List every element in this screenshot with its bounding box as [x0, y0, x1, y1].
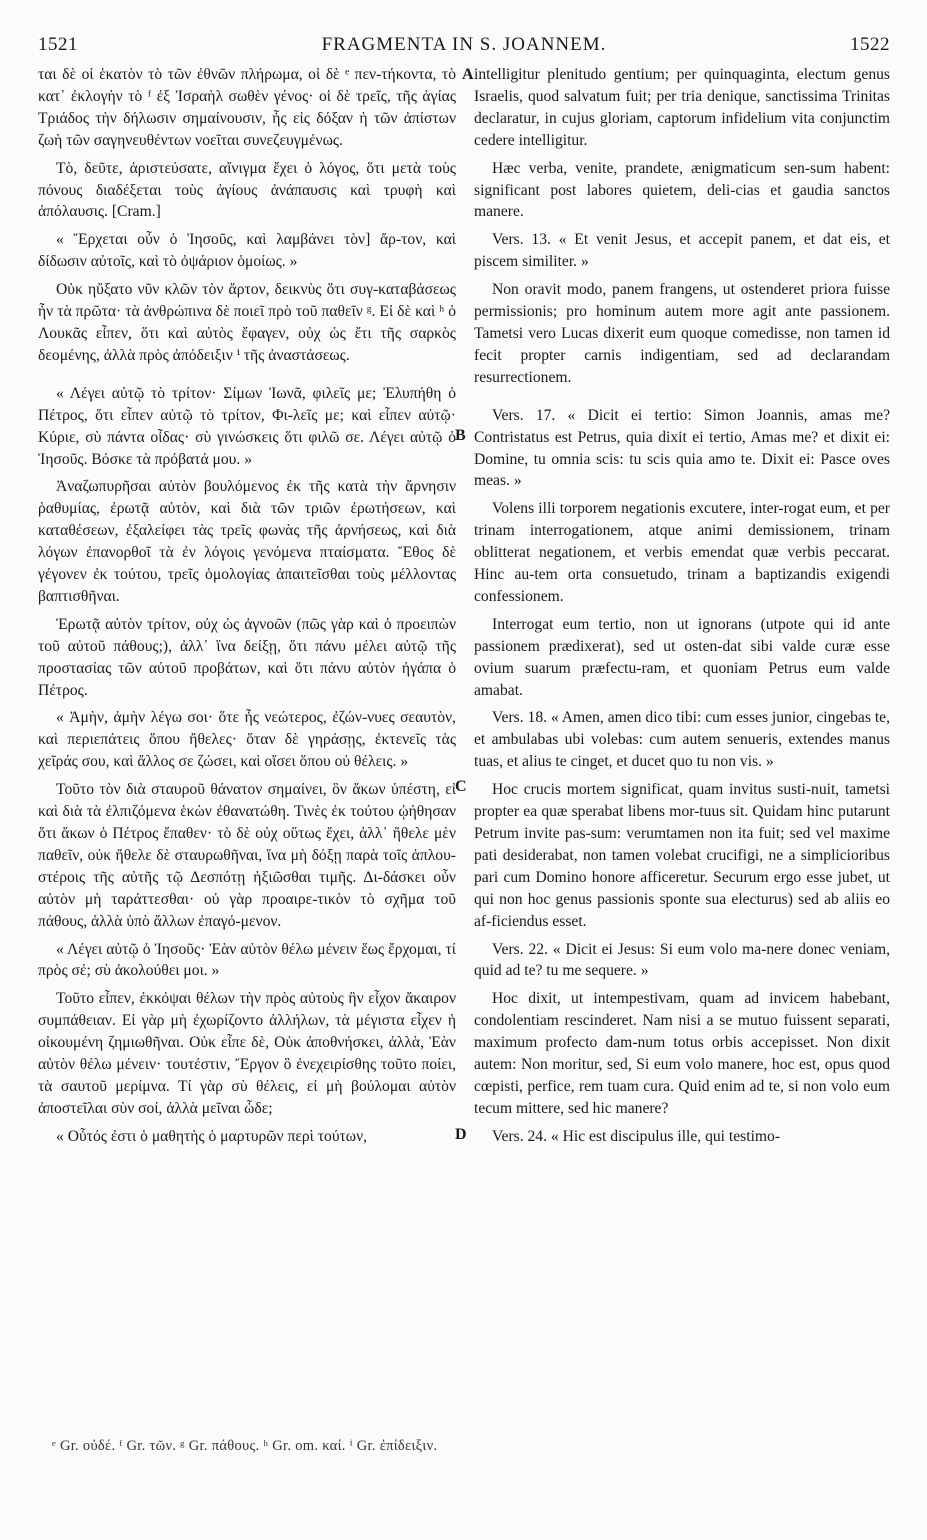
footnotes: ᵉ Gr. οὐδέ. ᶠ Gr. τῶν. ᵍ Gr. πάθους. ʰ Gr. om. καί. ⁱ Gr. ἐπίδειξιν. — [52, 1438, 438, 1454]
verse-quote: « Ἔρχεται οὖν ὁ Ἰησοῦς, καὶ λαμβάνει τὸν] ἄρ-τον, καὶ δίδωσιν αὐτοῖς, καὶ τὸ ὀψάριον ὁμοίως. » — [38, 231, 456, 271]
paragraph: Hoc crucis mortem significat, quam invitus susti-nuit, tametsi propter ea quæ sperabat libens mor-tuus sit. Quidam hinc putarunt Petrum invite pas-sum: verumtamen non ita fuit; sed vel maxime pati desiderabat, non tamen volebat crucifigi, ne a simplicioribus pari cum Domino honore afficeretur. Securum ergo esse jubet, ut qui non hoc genus passionis sponte sua electurus) sed ab aliis eo af-ficiendus esset. — [474, 781, 890, 930]
paragraph: Volens illi torporem negationis excutere, inter-rogat eum, et per trinam interrogationem, atque animi demissionem, trinam oblitterat negationem, et verbis emendat quæ verbis peccarat. Hinc au-tem orta consuetudo, trinam a baptizandis exigendi confessionem. — [474, 500, 890, 605]
verse-quote: « Οὗτός ἐστι ὁ μαθητὴς ὁ μαρτυρῶν περὶ τούτων, — [56, 1127, 368, 1145]
paragraph: Non oravit modo, panem frangens, ut ostenderet priora fuisse permissionis; pro hominum autem more agit ante passionem. Tametsi vero Lucas dixerit eum quoque comedisse, non tamen id fecit propter carnis indigentiam, sed ad declarandam resurrectionem. — [474, 281, 890, 386]
margin-letter-a: A — [462, 66, 474, 83]
paragraph: intelligitur plenitudo gentium; per quinquaginta, electum genus Israelis, quod salvatum fuit; per tria denique, sanctissima Trinitas declaratur, in cujus gloriam, captorum infidelium vita conjunctim cedere intelligitur. — [474, 66, 890, 149]
latin-column — [474, 64, 890, 1154]
greek-column — [38, 64, 456, 1154]
paragraph: Τοῦτο τὸν διὰ σταυροῦ θάνατον σημαίνει, ὃν ἄκων ὑπέστη, εἰ καὶ διὰ τὰ ἐλπιζόμενα ἑκὼν ἐθανατώθη. Τινὲς ἐκ τούτου ᾠήθησαν ὅτι ἄκων ὁ Πέτρος ἔπαθεν· τὸ δὲ οὐχ οὕτως ἔχει, ἀλλ᾿ ἤθελε μὲν παθεῖν, οὐκ ἤθελε δὲ σταυρωθῆναι, ἵνα μὴ δόξῃ παρὰ τοῖς ἁπλου-στέροις τῆς αὐτῆς τῷ Δεσπότῃ ἠξιῶσθαι τιμῆς. Δι-δάσκει οὖν αὐτὸν μὴ ταράττεσθαι· οὐ γὰρ προαιρε-τικὸν τὸ σχῆμα τοῦ πάθους, ἀλλὰ ὑπὸ ἄλλων ἐπαγό-μενον. — [38, 781, 456, 930]
paragraph: Hæc verba, venite, prandete, ænigmaticum sen-sum habent: significant post labores quietem, deli-cias et gaudia sanctos manere. — [474, 159, 890, 221]
running-title: FRAGMENTA IN S. JOANNEM. — [321, 34, 607, 55]
paragraph: Ἐρωτᾷ αὐτὸν τρίτον, οὐχ ὡς ἀγνοῶν (πῶς γὰρ καὶ ὁ προειπὼν τοῦ αὐτοῦ πάθους;), ἀλλ᾿ ἵνα δείξῃ, ὅτι πάνυ μέλει αὐτῷ τῆς προστασίας τῶν αὐτοῦ προβάτων, καὶ ὅτι πάνυ αὐτὸν ἠγάπα ὁ Πέτρος. — [38, 615, 456, 699]
verse-quote: « Λέγει αὐτῷ τὸ τρίτον· Σίμων Ἰωνᾶ, φιλεῖς με; Ἐλυπήθη ὁ Πέτρος, ὅτι εἶπεν αὐτῷ τὸ τρίτον, Φι-λεῖς με; καὶ εἶπεν αὐτῷ· Κύριε, σὺ πάντα οἶδας· σὺ γινώσκεις ὅτι φιλῶ σε. Λέγει αὐτῷ ὁ Ἰησοῦς. Βόσκε τὰ πρόβατά μου. » — [38, 384, 456, 468]
verse-quote: Vers. 18. « Amen, amen dico tibi: cum esses junior, cingebas te, et ambulabas ubi volebas: cum autem senueris, extendes manus tuas, et alius te cinget, et ducet quo tu non vis. » — [474, 709, 890, 771]
margin-letter-b: B — [455, 427, 466, 444]
verse-quote: Vers. 24. « Hic est discipulus ille, qui testimo- — [492, 1127, 781, 1145]
page-header — [38, 34, 890, 58]
verse-quote: « Ἀμὴν, ἀμὴν λέγω σοι· ὅτε ἧς νεώτερος, ἐζών-νυες σεαυτὸν, καὶ περιεπάτεις ὅπου ἤθελες· ὅταν δὲ γηράσῃς, ἐκτενεῖς τὰς χεῖράς σου, καὶ ἄλλος σε ζώσει, καὶ οἴσει ὅπου οὐ θέλεις. » — [38, 709, 456, 771]
paragraph: ται δὲ οἱ ἑκατὸν τὸ τῶν ἐθνῶν πλήρωμα, οἱ δὲ ᵉ πεν-τήκοντα, τὸ κατ᾿ ἐκλογὴν τὸ ᶠ ἐξ Ἰσραὴλ σωθὲν γένος· οἱ δὲ τρεῖς, τῆς ἁγίας Τριάδος τὴν δήλωσιν σημαίνουσιν, ἧς εἰς δόξαν ἡ τῶν ἀπίστων ζωὴ τῶν σαγηνευθέντων νοεῖται συνεζευγμένως. — [38, 66, 456, 149]
verse-quote: Vers. 22. « Dicit ei Jesus: Si eum volo ma-nere donec veniam, quid ad te? tu me sequere. » — [474, 940, 890, 980]
paragraph: Ἀναζωπυρῆσαι αὐτὸν βουλόμενος ἐκ τῆς κατὰ τὴν ἄρνησιν ῥαθυμίας, ἐρωτᾷ αὐτὸν, καὶ διὰ τῶν τριῶν ἐρωτήσεων, καὶ καταθέσεων, ἐξαλείφει τὰς τρεῖς φωνὰς τῆς ἀρνήσεως, καὶ διὰ λόγων ἐπανορθοῖ τὰ ἐν λόγοις γενόμενα πταίσματα. Ἔθος δὲ γέγονεν ἐκ τούτου, τρεῖς ὁμολογίας ἀπαιτεῖσθαι τοὺς μέλλοντας βαπτισθῆναι. — [38, 478, 456, 605]
verse-quote: Vers. 17. « Dicit ei tertio: Simon Joannis, amas me? Contristatus est Petrus, quia dixit ei tertio, Amas me? et dixit ei: Domine, tu omnia scis: tu scis quia amo te. Dixit ei: Pasce oves meas. » — [474, 406, 890, 490]
paragraph: Interrogat eum tertio, non ut ignorans (utpote qui id ante passionem prædixerat), sed ut osten-dat sibi valde curæ esse ovium suarum præfectu-ram, et quoniam Petrus eum valde amabat. — [474, 615, 890, 699]
verse-quote: Vers. 13. « Et venit Jesus, et accepit panem, et dat eis, et piscem similiter. » — [474, 231, 890, 271]
page-number-right: 1522 — [850, 34, 890, 55]
paragraph: Hoc dixit, ut intempestivam, quam ad invicem habebant, condolentiam rescinderet. Nam nisi a se mutuo fuissent separati, maximum profecto dam-num totus orbis accepisset. Non dixit autem: Non moritur, sed, Si eum volo manere, hoc est, opus quod cœpisti, perfice, rem tuam cura. Quid enim ad te, si non volo eum tecum mittere, sed hic manere? — [474, 990, 890, 1117]
paragraph: Τοῦτο εἶπεν, ἐκκόψαι θέλων τὴν πρὸς αὐτοὺς ἣν εἶχον ἄκαιρον συμπάθειαν. Εἰ γὰρ μὴ ἐχωρίζοντο ἀλλήλων, τὰ μέγιστα εἶχεν ἡ οἰκουμένη ζημιωθῆναι. Οὐκ εἶπε δὲ, Οὐκ ἀποθνήσκει, ἀλλὰ, Ἐὰν αὐτὸν θέλω μένειν· τουτέστιν, Ἔργον ὃ ἐνεχειρίσθης τοῦτο ποίει, τὰ σαυτοῦ μερίμνα. Τί γὰρ σὺ θέλεις, εἰ μὴ βούλομαι αὐτὸν ἀποστεῖλαι σὺν σοί, ἀλλὰ μεῖναι ὧδε; — [38, 990, 456, 1117]
page-number-left: 1521 — [38, 34, 78, 55]
verse-quote: « Λέγει αὐτῷ ὁ Ἰησοῦς· Ἐὰν αὐτὸν θέλω μένειν ἕως ἔρχομαι, τί πρὸς σέ; σὺ ἀκολούθει μοι. » — [38, 940, 456, 980]
margin-letter-d: D — [455, 1126, 467, 1143]
margin-letter-c: C — [455, 778, 467, 795]
paragraph: Οὐκ ηὔξατο νῦν κλῶν τὸν ἄρτον, δεικνὺς ὅτι συγ-καταβάσεως ἦν τὰ πρῶτα· τὰ ἀνθρώπινα δὲ ποιεῖ πρὸ τοῦ παθεῖν ᵍ. Εἰ δὲ καὶ ʰ ὁ Λουκᾶς εἶπεν, ὅτι καὶ αὐτὸς ἔφαγεν, οὐχ ὡς ἔτι τῆς σαρκὸς δεομένης, ἀλλὰ πρὸς ἀπόδειξιν ⁱ τῆς ἀναστάσεως. — [38, 281, 456, 364]
paragraph: Τὸ, δεῦτε, ἀριστεύσατε, αἴνιγμα ἔχει ὁ λόγος, ὅτι μετὰ τοὺς πόνους διαδέξεται τοὺς ἁγίους ἀνάπαυσις καὶ τρυφὴ καὶ ἀπόλαυσις. [Cram.] — [38, 159, 456, 221]
